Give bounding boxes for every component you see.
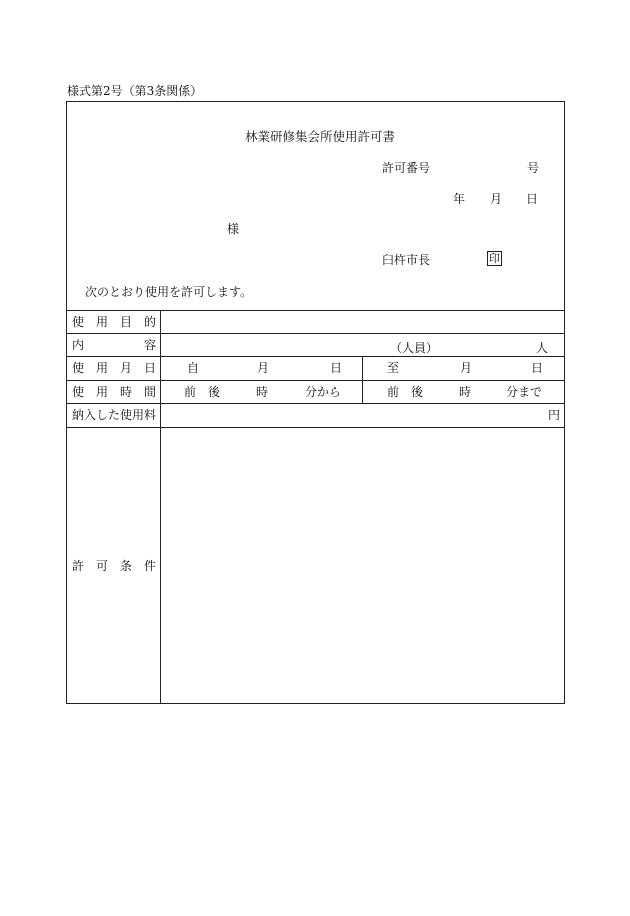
divider-row-1: [66, 333, 565, 334]
permit-number-label: 許可番号: [382, 161, 431, 175]
date-from-day: 日: [330, 361, 343, 375]
time-label: 使用時間: [72, 385, 156, 399]
fee-label: 納入した使用料: [72, 408, 157, 422]
fee-unit: 円: [548, 408, 561, 422]
time-to-ampm: 前 後: [387, 385, 424, 399]
time-from-ampm: 前 後: [184, 385, 221, 399]
conditions-label: 許可条件: [72, 559, 156, 573]
date-year: 年: [453, 192, 466, 206]
divider-header: [66, 310, 565, 311]
permit-statement: 次のとおり使用を許可します。: [85, 285, 253, 299]
form-number: 様式第2号（第3条関係）: [67, 84, 203, 98]
content-label: 内容: [72, 338, 156, 352]
purpose-label: 使用目的: [72, 315, 156, 329]
permit-number-suffix: 号: [527, 161, 540, 175]
issuer-name: 臼杵市長: [382, 253, 431, 267]
headcount-unit: 人: [536, 341, 549, 355]
time-to-suffix: 分まで: [506, 385, 543, 399]
divider-row-2: [66, 356, 565, 357]
time-from-suffix: 分から: [305, 385, 342, 399]
date-from-month: 月: [257, 361, 270, 375]
date-month: 月: [490, 192, 503, 206]
divider-row-4: [66, 403, 565, 404]
from-to-divider: [362, 356, 363, 403]
date-day: 日: [526, 192, 539, 206]
divider-row-3: [66, 380, 565, 381]
date-to-day: 日: [531, 361, 544, 375]
date-to-label: 至: [387, 361, 400, 375]
seal-stamp: 印: [489, 252, 500, 265]
date-label: 使用月日: [72, 361, 156, 375]
divider-row-5: [66, 427, 565, 428]
document-title: 林業研修集会所使用許可書: [245, 129, 396, 144]
headcount-label: （人員）: [390, 341, 439, 355]
addressee-honorific: 様: [227, 222, 240, 236]
date-to-month: 月: [460, 361, 473, 375]
time-from-hour: 時: [256, 385, 269, 399]
time-to-hour: 時: [459, 385, 472, 399]
label-column-divider: [160, 310, 161, 704]
date-from-label: 自: [187, 361, 200, 375]
